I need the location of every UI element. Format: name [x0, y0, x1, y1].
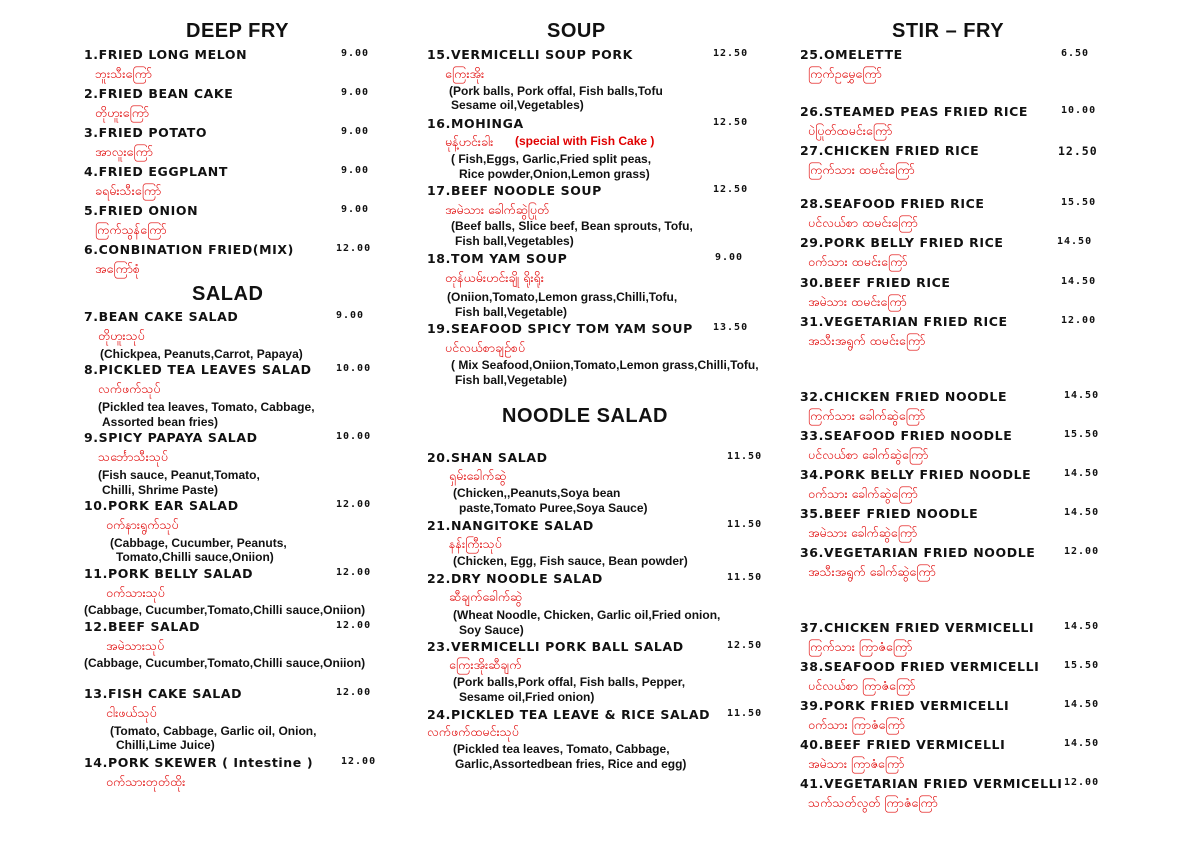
item-description: Sesame oil,Fried onion): [459, 690, 595, 704]
item-burmese-name: တိုဟူးသုပ်: [98, 328, 145, 343]
item-name: 36.VEGETARIAN FRIED NOODLE: [800, 545, 1036, 560]
item-burmese-name: ကြေးအိုးဆီချက်: [449, 657, 522, 672]
item-description: (Cabbage, Cucumber, Peanuts,: [110, 536, 287, 550]
item-burmese-name: ဝက်နားရွက်သုပ်: [106, 517, 179, 532]
item-name: 10.PORK EAR SALAD: [84, 498, 239, 513]
item-name: 14.PORK SKEWER ( Intestine ): [84, 755, 314, 770]
item-burmese-name: ဝက်သား ကြာဇံကြော်: [808, 717, 906, 732]
item-name: 25.OMELETTE: [800, 47, 903, 62]
item-description: Garlic,Assortedbean fries, Rice and egg): [455, 757, 687, 771]
item-special-note: (special with Fish Cake ): [515, 134, 655, 148]
item-name: 35.BEEF FRIED NOODLE: [800, 506, 979, 521]
item-burmese-name: ဝက်သား ထမင်းကြော်: [808, 254, 908, 269]
item-price: 14.50: [1057, 236, 1093, 247]
item-burmese-name: မုန့်ဟင်းခါး: [445, 134, 494, 149]
item-name: 9.SPICY PAPAYA SALAD: [84, 430, 258, 445]
item-name: 31.VEGETARIAN FRIED RICE: [800, 314, 1008, 329]
item-name: 23.VERMICELLI PORK BALL SALAD: [427, 639, 684, 654]
item-description: (Chickpea, Peanuts,Carrot, Papaya): [100, 347, 303, 361]
item-price: 12.00: [336, 687, 372, 698]
item-description: (Pork balls, Pork offal, Fish balls,Tofu: [449, 84, 663, 98]
section-title-deep-fry: DEEP FRY: [186, 20, 289, 42]
item-description: Rice powder,Onion,Lemon grass): [459, 167, 650, 181]
item-price: 12.00: [341, 756, 377, 767]
item-description: (Fish sauce, Peanut,Tomato,: [98, 468, 260, 482]
item-name: 32.CHICKEN FRIED NOODLE: [800, 389, 1008, 404]
item-description: Chilli,Lime Juice): [116, 738, 215, 752]
item-burmese-name: အမဲသား ခေါက်ဆွဲပြုတ်: [445, 202, 550, 217]
item-burmese-name: ကြေးအိုး: [445, 66, 485, 81]
item-name: 21.NANGITOKE SALAD: [427, 518, 594, 533]
item-name: 3.FRIED POTATO: [84, 125, 208, 140]
item-description: (Pork balls,Pork offal, Fish balls, Pepper,: [453, 675, 686, 689]
item-description: (Cabbage, Cucumber,Tomato,Chilli sauce,Oniion): [84, 656, 366, 670]
item-price: 11.50: [727, 451, 763, 462]
item-burmese-name: ကြက်သွန်ကြော်: [95, 222, 167, 237]
item-name: 27.CHICKEN FRIED RICE: [800, 143, 980, 158]
item-burmese-name: ပင်လယ်စာ ခေါက်ဆွဲကြော်: [808, 447, 929, 462]
item-burmese-name: တုန်ယမ်းဟင်းချို ရိုးရိုး: [445, 270, 544, 285]
item-name: 8.PICKLED TEA LEAVES SALAD: [84, 362, 312, 377]
item-description: (Pickled tea leaves, Tomato, Cabbage,: [453, 742, 670, 756]
section-title-soup: SOUP: [547, 20, 606, 42]
item-burmese-name: အာလူးကြော်: [95, 144, 154, 159]
item-description: ( Mix Seafood,Oniion,Tomato,Lemon grass,Chilli,Tofu,: [451, 358, 759, 372]
item-price: 12.00: [1064, 546, 1100, 557]
item-name: 28.SEAFOOD FRIED RICE: [800, 196, 985, 211]
item-price: 12.50: [727, 640, 763, 651]
section-title-stir-fry: STIR – FRY: [892, 20, 1005, 42]
item-name: 26.STEAMED PEAS FRIED RICE: [800, 104, 1028, 119]
item-burmese-name: ပင်လယ်စာ ထမင်းကြော်: [808, 215, 918, 230]
item-price: 12.00: [336, 567, 372, 578]
item-name: 11.PORK BELLY SALAD: [84, 566, 254, 581]
item-price: 11.50: [727, 519, 763, 530]
item-price: 9.00: [341, 204, 370, 215]
item-price: 15.50: [1064, 429, 1100, 440]
item-name: 24.PICKLED TEA LEAVE & RICE SALAD: [427, 707, 711, 722]
item-price: 12.50: [713, 184, 749, 195]
item-description: Soy Sauce): [459, 623, 524, 637]
item-name: 30.BEEF FRIED RICE: [800, 275, 951, 290]
item-name: 6.CONBINATION FRIED(MIX): [84, 242, 294, 257]
item-burmese-name: ပင်လယ်စာ ကြာဇံကြော်: [808, 678, 916, 693]
item-burmese-name: လက်ဖက်ထမင်းသုပ်: [427, 724, 519, 739]
item-price: 9.00: [715, 252, 744, 263]
item-name: 34.PORK BELLY FRIED NOODLE: [800, 467, 1032, 482]
item-description: (Chicken, Egg, Fish sauce, Bean powder): [453, 554, 688, 568]
item-burmese-name: အမဲသားသုပ်: [106, 638, 165, 653]
item-burmese-name: ငါးဖယ်သုပ်: [106, 705, 157, 720]
item-description: (Wheat Noodle, Chicken, Garlic oil,Fried onion,: [453, 608, 721, 622]
item-description: (Beef balls, Slice beef, Bean sprouts, Tofu,: [451, 219, 693, 233]
section-title-noodle-salad: NOODLE SALAD: [502, 405, 668, 427]
item-price: 9.00: [341, 165, 370, 176]
item-burmese-name: ဆီချက်ခေါက်ဆွဲ: [449, 589, 523, 604]
item-price: 12.50: [1058, 144, 1098, 158]
item-price: 10.00: [336, 363, 372, 374]
item-burmese-name: ရှမ်းခေါက်ဆွဲ: [449, 468, 507, 483]
item-burmese-name: အမဲသား ထမင်းကြော်: [808, 294, 907, 309]
item-burmese-name: အမဲသား ခေါက်ဆွဲကြော်: [808, 525, 918, 540]
item-name: 18.TOM YAM SOUP: [427, 251, 568, 266]
item-name: 13.FISH CAKE SALAD: [84, 686, 243, 701]
item-price: 10.00: [1061, 105, 1097, 116]
item-price: 14.50: [1064, 738, 1100, 749]
item-burmese-name: တိုဟူးကြော်: [95, 105, 150, 120]
item-burmese-name: အမဲသား ကြာဇံကြော်: [808, 756, 905, 771]
item-price: 14.50: [1064, 390, 1100, 401]
item-name: 19.SEAFOOD SPICY TOM YAM SOUP: [427, 321, 693, 336]
item-price: 14.50: [1061, 276, 1097, 287]
item-price: 12.50: [713, 117, 749, 128]
item-burmese-name: ပင်လယ်စာချဉ်စပ်: [445, 340, 526, 355]
item-burmese-name: ဝက်သားတုတ်ထိုး: [106, 774, 186, 789]
item-name: 40.BEEF FRIED VERMICELLI: [800, 737, 1006, 752]
item-burmese-name: ပဲပြုတ်ထမင်းကြော်: [808, 123, 893, 138]
item-description: Assorted bean fries): [102, 415, 219, 429]
item-name: 29.PORK BELLY FRIED RICE: [800, 235, 1004, 250]
item-price: 12.00: [1064, 777, 1100, 788]
item-price: 15.50: [1061, 197, 1097, 208]
item-name: 5.FRIED ONION: [84, 203, 199, 218]
item-description: paste,Tomato Puree,Soya Sauce): [459, 501, 648, 515]
item-burmese-name: အသီးအရွက် ခေါက်ဆွဲကြော်: [808, 564, 936, 579]
item-description: (Chicken,,Peanuts,Soya bean: [453, 486, 621, 500]
item-price: 11.50: [727, 572, 763, 583]
item-price: 9.00: [341, 48, 370, 59]
item-description: ( Fish,Eggs, Garlic,Fried split peas,: [451, 152, 652, 166]
item-description: Fish ball,Vegetables): [455, 234, 574, 248]
item-description: Sesame oil,Vegetables): [451, 98, 584, 112]
item-price: 9.00: [341, 126, 370, 137]
item-description: (Cabbage, Cucumber,Tomato,Chilli sauce,Oniion): [84, 603, 366, 617]
item-burmese-name: ဝက်သား ခေါက်ဆွဲကြော်: [808, 486, 918, 501]
item-price: 14.50: [1064, 468, 1100, 479]
item-burmese-name: အသီးအရွက် ထမင်းကြော်: [808, 333, 926, 348]
item-name: 20.SHAN SALAD: [427, 450, 548, 465]
item-description: Fish ball,Vegetable): [455, 373, 568, 387]
item-burmese-name: ကြက်သား ထမင်းကြော်: [808, 162, 915, 177]
item-description: Chilli, Shrime Paste): [102, 483, 219, 497]
item-price: 11.50: [727, 708, 763, 719]
item-burmese-name: ကြက်သား ကြာဇံကြော်: [808, 639, 913, 654]
item-burmese-name: ဝက်သားသုပ်: [106, 585, 165, 600]
item-price: 14.50: [1064, 507, 1100, 518]
section-title-salad: SALAD: [192, 283, 264, 305]
item-burmese-name: နန်းကြီးသုပ်: [449, 536, 502, 551]
item-name: 41.VEGETARIAN FRIED VERMICELLI: [800, 776, 1063, 791]
item-description: (Oniion,Tomato,Lemon grass,Chilli,Tofu,: [447, 290, 678, 304]
item-price: 12.00: [336, 499, 372, 510]
item-burmese-name: သင်္ဘောသီးသုပ်: [98, 449, 169, 464]
item-price: 12.00: [1061, 315, 1097, 326]
item-name: 4.FRIED EGGPLANT: [84, 164, 228, 179]
item-price: 14.50: [1064, 699, 1100, 710]
item-burmese-name: လက်ဖက်သုပ်: [98, 381, 161, 396]
item-price: 12.50: [713, 48, 749, 59]
item-burmese-name: အကြော်စုံ: [95, 261, 141, 276]
item-price: 12.00: [336, 243, 372, 254]
item-description: (Tomato, Cabbage, Garlic oil, Onion,: [110, 724, 317, 738]
item-burmese-name: ခရမ်းသီးကြော်: [95, 183, 162, 198]
item-price: 12.00: [336, 620, 372, 631]
item-burmese-name: သက်သတ်လွတ် ကြာဇံကြော်: [808, 795, 938, 810]
item-price: 9.00: [341, 87, 370, 98]
item-price: 13.50: [713, 322, 749, 333]
item-name: 2.FRIED BEAN CAKE: [84, 86, 234, 101]
item-name: 39.PORK FRIED VERMICELLI: [800, 698, 1010, 713]
item-price: 10.00: [336, 431, 372, 442]
item-name: 16.MOHINGA: [427, 116, 524, 131]
item-burmese-name: ဘူးသီးကြော်: [95, 66, 152, 81]
item-name: 33.SEAFOOD FRIED NOODLE: [800, 428, 1013, 443]
item-description: Tomato,Chilli sauce,Oniion): [116, 550, 274, 564]
item-description: Fish ball,Vegetable): [455, 305, 568, 319]
item-name: 22.DRY NOODLE SALAD: [427, 571, 603, 586]
item-name: 17.BEEF NOODLE SOUP: [427, 183, 602, 198]
item-price: 6.50: [1061, 48, 1090, 59]
item-name: 37.CHICKEN FRIED VERMICELLI: [800, 620, 1035, 635]
item-name: 1.FRIED LONG MELON: [84, 47, 248, 62]
item-name: 7.BEAN CAKE SALAD: [84, 309, 239, 324]
item-name: 15.VERMICELLI SOUP PORK: [427, 47, 633, 62]
item-burmese-name: ကြက်ဥမွှေကြော်: [808, 66, 882, 81]
item-price: 9.00: [336, 310, 365, 321]
item-description: (Pickled tea leaves, Tomato, Cabbage,: [98, 400, 315, 414]
item-burmese-name: ကြက်သား ခေါက်ဆွဲကြော်: [808, 408, 926, 423]
item-price: 14.50: [1064, 621, 1100, 632]
item-name: 12.BEEF SALAD: [84, 619, 201, 634]
item-name: 38.SEAFOOD FRIED VERMICELLI: [800, 659, 1040, 674]
item-price: 15.50: [1064, 660, 1100, 671]
